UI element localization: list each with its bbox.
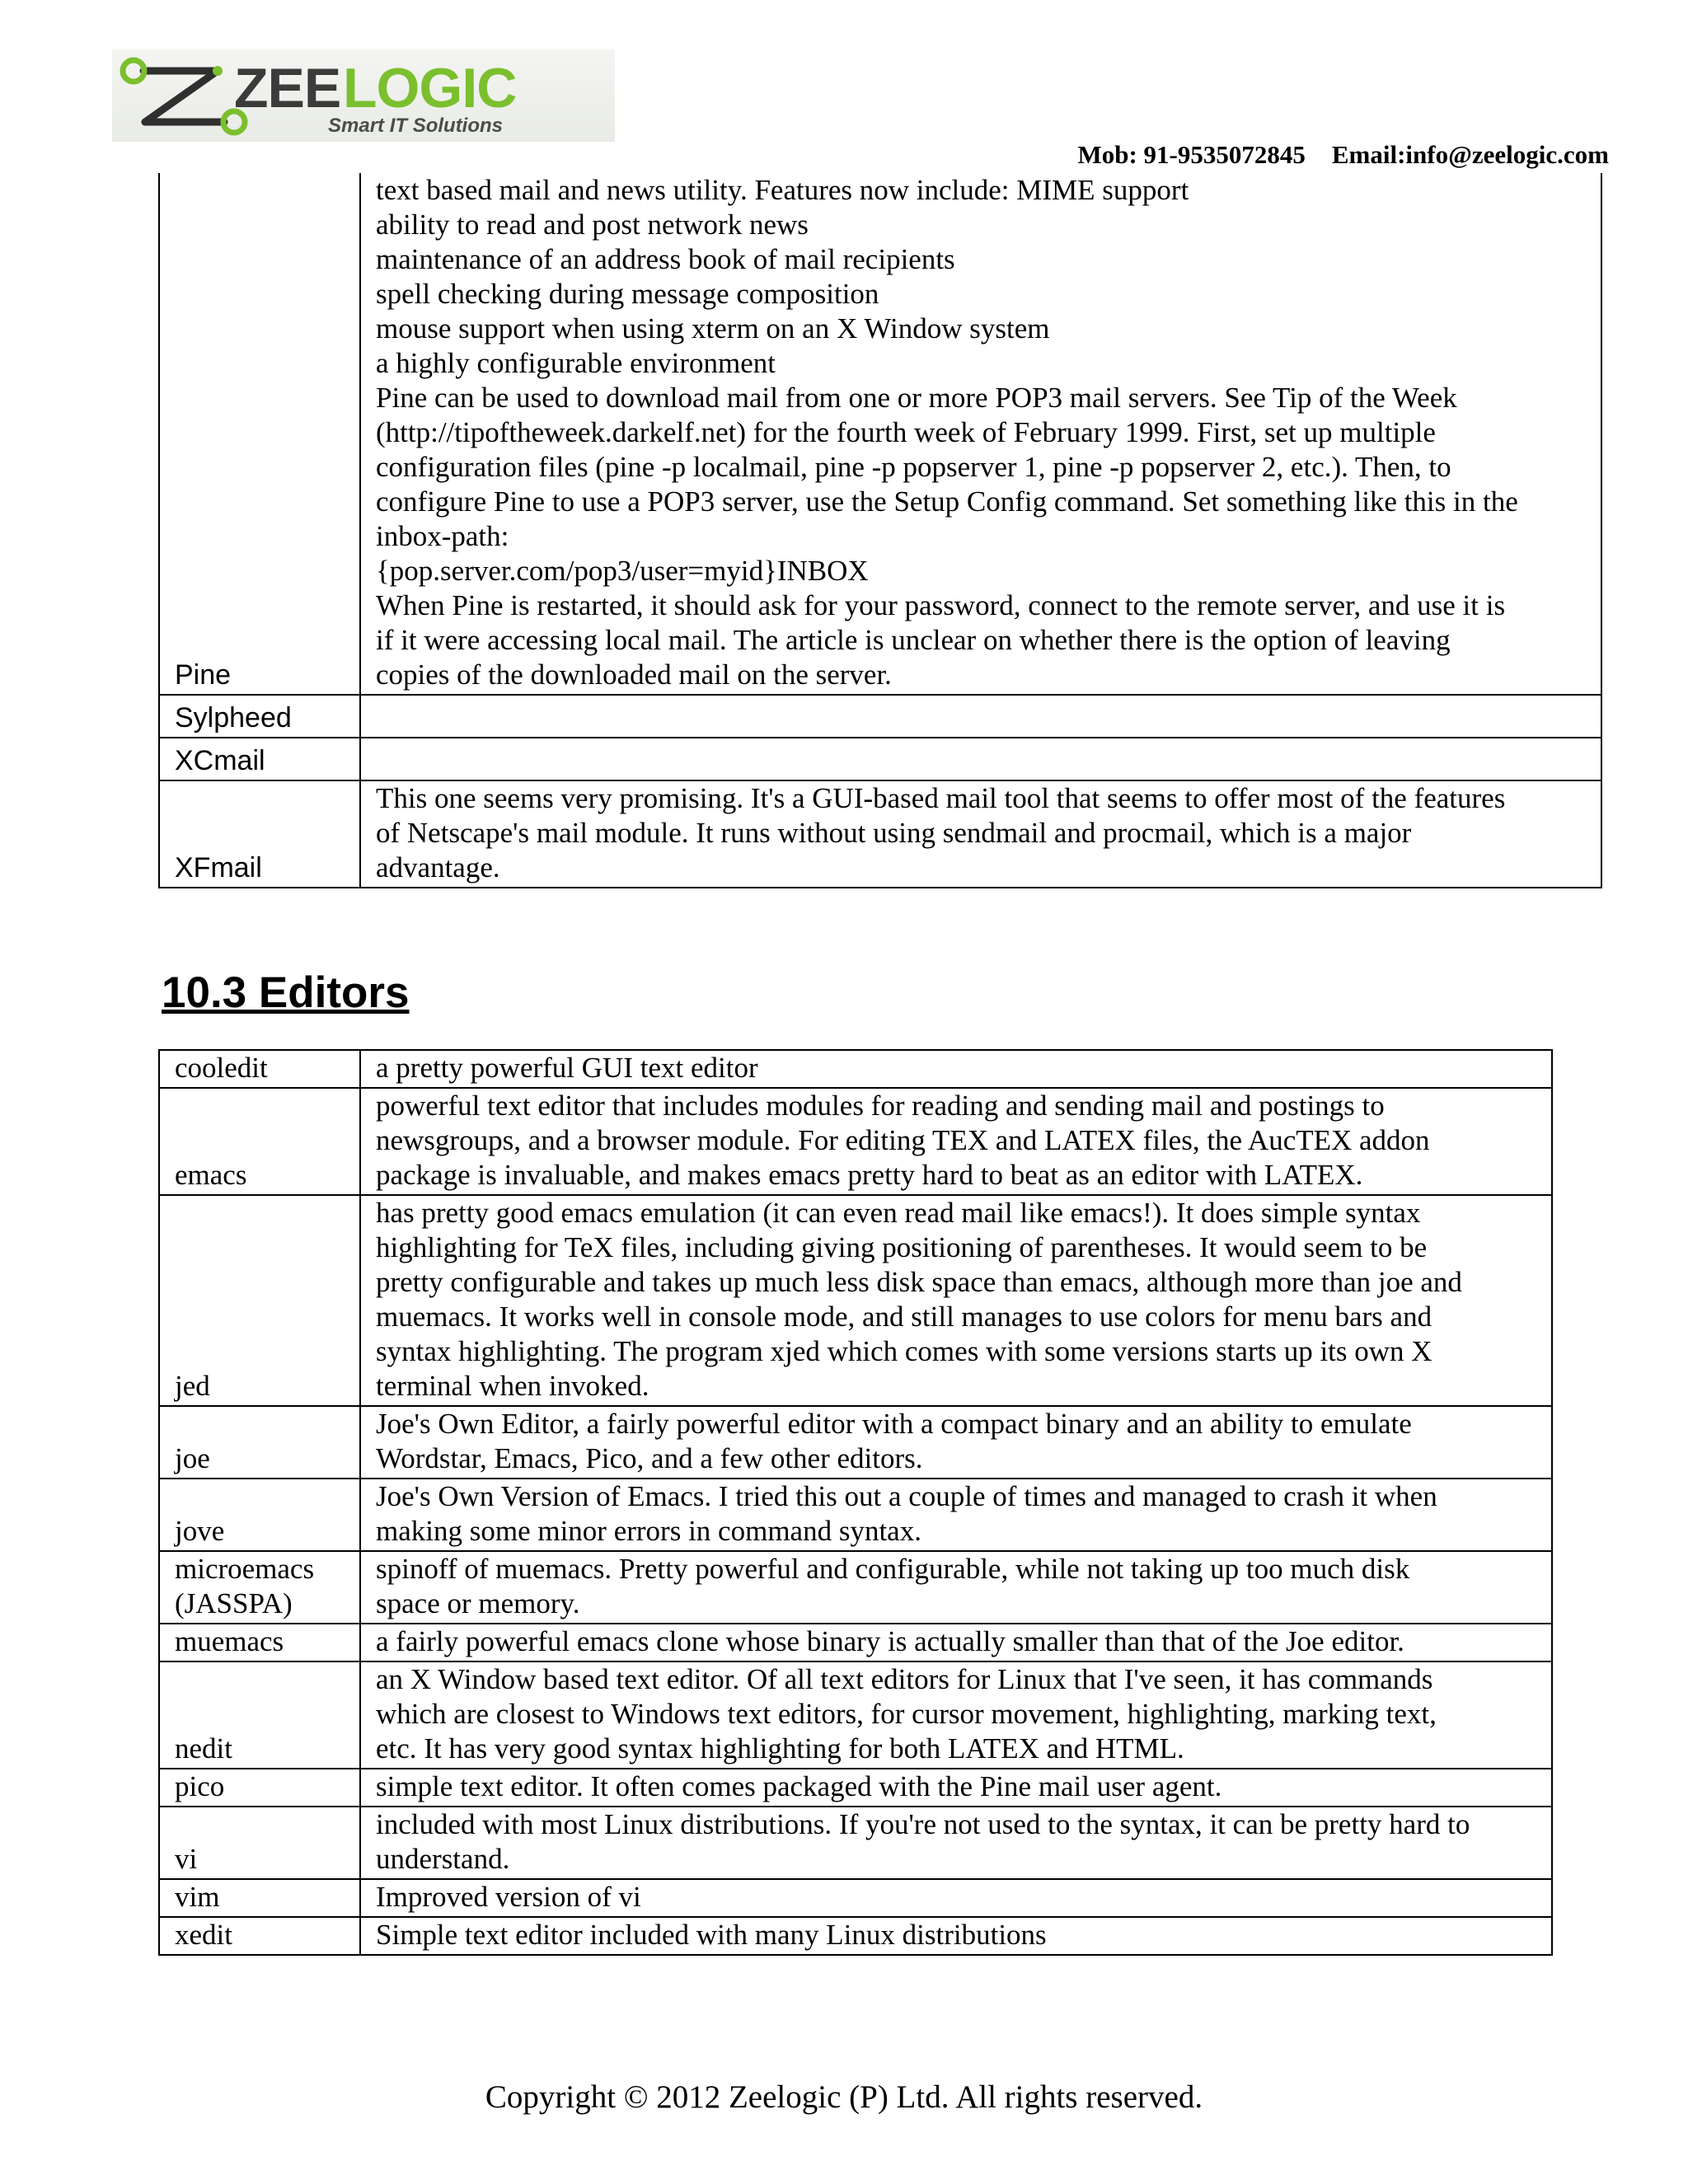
table-row — [159, 780, 1601, 888]
program-name: emacs — [175, 1159, 247, 1191]
logo-graphic — [112, 49, 615, 142]
description-line: making some minor errors in command syntax. — [376, 1515, 921, 1547]
program-description-cell — [360, 1406, 1552, 1479]
description-line: Joe's Own Editor, a fairly powerful editor with a compact binary and an ability to emulate — [376, 1408, 1412, 1440]
description-line: syntax highlighting. The program xjed which comes with some versions starts up its own X — [376, 1335, 1432, 1367]
description-line: a highly configurable environment — [376, 347, 776, 379]
program-name: jove — [175, 1515, 225, 1547]
program-description-cell — [360, 1879, 1552, 1917]
program-description-cell — [360, 1088, 1552, 1195]
description-line: ability to read and post network news — [376, 209, 809, 241]
description-line: Simple text editor included with many Linux distributions — [376, 1919, 1047, 1951]
description-line: This one seems very promising. It's a GUI-based mail tool that seems to offer most of the features — [376, 782, 1506, 814]
program-description-cell — [360, 1195, 1552, 1406]
table-row — [159, 173, 1601, 695]
program-name-cell — [159, 1050, 360, 1088]
description-line: text based mail and news utility. Features now include: MIME support — [376, 174, 1189, 206]
table-row — [159, 1624, 1552, 1661]
description-line: Improved version of vi — [376, 1881, 641, 1913]
description-line: configuration files (pine -p localmail, pine -p popserver 1, pine -p popserver 2, etc.). Then, to — [376, 451, 1451, 483]
table-row — [159, 1879, 1552, 1917]
program-name: muemacs — [175, 1625, 284, 1657]
program-description-cell — [360, 738, 1601, 780]
table-row — [159, 1769, 1552, 1807]
editors-table-body — [159, 1050, 1552, 1955]
description-line: a fairly powerful emacs clone whose binary is actually smaller than that of the Joe editor. — [376, 1625, 1404, 1657]
description-line: spinoff of muemacs. Pretty powerful and configurable, while not taking up too much disk — [376, 1553, 1410, 1585]
editors-table — [158, 1049, 1553, 1956]
program-name-cell — [159, 1769, 360, 1807]
program-name-cell — [159, 780, 360, 888]
program-name: jed — [175, 1370, 210, 1402]
program-name-cell — [159, 695, 360, 738]
svg-text:LOGIC: LOGIC — [343, 57, 517, 120]
program-name: XCmail — [175, 745, 265, 776]
description-line: highlighting for TeX files, including giving positioning of parentheses. It would seem to be — [376, 1231, 1428, 1263]
program-name-cell — [159, 738, 360, 780]
description-line: configure Pine to use a POP3 server, use the Setup Config command. Set something like this in the — [376, 485, 1518, 518]
table-row — [159, 738, 1601, 780]
program-name: Sylpheed — [175, 702, 292, 733]
description-line: copies of the downloaded mail on the server. — [376, 658, 892, 691]
program-name: vim — [175, 1881, 220, 1913]
description-line: package is invaluable, and makes emacs pretty hard to beat as an editor with LATEX. — [376, 1159, 1363, 1191]
table-row — [159, 1088, 1552, 1195]
description-line: Pine can be used to download mail from one or more POP3 mail servers. See Tip of the Week — [376, 382, 1457, 414]
program-name-cell — [159, 1551, 360, 1624]
program-name-cell — [159, 1088, 360, 1195]
description-line: advantage. — [376, 851, 500, 883]
description-line: Wordstar, Emacs, Pico, and a few other editors. — [376, 1442, 923, 1474]
description-line: an X Window based text editor. Of all text editors for Linux that I've seen, it has commands — [376, 1663, 1433, 1695]
description-line: mouse support when using xterm on an X Window system — [376, 312, 1050, 344]
description-line: if it were accessing local mail. The article is unclear on whether there is the option of leaving — [376, 624, 1451, 656]
description-line: spell checking during message composition — [376, 278, 879, 310]
description-line: terminal when invoked. — [376, 1370, 649, 1402]
program-name-cell — [159, 1624, 360, 1661]
program-description-cell — [360, 1769, 1552, 1807]
program-name: vi — [175, 1843, 198, 1875]
description-line: inbox-path: — [376, 520, 509, 552]
description-line: understand. — [376, 1843, 510, 1875]
description-line: {pop.server.com/pop3/user=myid}INBOX — [376, 555, 869, 587]
description-line: muemacs. It works well in console mode, and still manages to use colors for menu bars and — [376, 1301, 1432, 1333]
program-name-cell — [159, 1195, 360, 1406]
contact-info — [1077, 140, 1609, 170]
program-description-cell — [360, 1050, 1552, 1088]
description-line: simple text editor. It often comes packaged with the Pine mail user agent. — [376, 1770, 1222, 1802]
table-row — [159, 1479, 1552, 1551]
mobile-number: Mob: 91-9535072845 — [1077, 140, 1306, 169]
description-line: Joe's Own Version of Emacs. I tried this out a couple of times and managed to crash it when — [376, 1480, 1437, 1512]
program-description-cell — [360, 695, 1601, 738]
svg-text:Smart IT Solutions: Smart IT Solutions — [328, 115, 504, 137]
program-description-cell — [360, 1479, 1552, 1551]
email-address: Email:info@zeelogic.com — [1331, 140, 1609, 169]
program-name: nedit — [175, 1732, 232, 1765]
program-description-cell — [360, 1661, 1552, 1769]
description-line: (http://tipoftheweek.darkelf.net) for the fourth week of February 1999. First, set up multiple — [376, 416, 1436, 448]
description-line: pretty configurable and takes up much less disk space than emacs, although more than joe and — [376, 1266, 1462, 1298]
copyright-footer: Copyright © 2012 Zeelogic (P) Ltd. All rights reserved. — [485, 2079, 1203, 2115]
program-description-cell — [360, 1807, 1552, 1879]
program-name: xedit — [175, 1919, 232, 1951]
program-name: XFmail — [175, 852, 262, 883]
company-logo — [112, 49, 615, 142]
program-name: Pine — [175, 659, 232, 691]
program-description-cell — [360, 1624, 1552, 1661]
program-name: joe — [175, 1442, 210, 1474]
table-row — [159, 1807, 1552, 1879]
program-name-cell — [159, 1879, 360, 1917]
program-name: pico — [175, 1770, 225, 1802]
table-row — [159, 1050, 1552, 1088]
program-description-cell — [360, 1551, 1552, 1624]
description-line: a pretty powerful GUI text editor — [376, 1052, 758, 1084]
description-line: When Pine is restarted, it should ask for your password, connect to the remote server, and use it is — [376, 589, 1506, 621]
description-line: which are closest to Windows text editors, for cursor movement, highlighting, marking text, — [376, 1698, 1437, 1730]
program-description-cell — [360, 1917, 1552, 1955]
program-name-cell — [159, 1406, 360, 1479]
program-name: cooledit — [175, 1052, 268, 1084]
program-name-cell — [159, 1917, 360, 1955]
svg-text:ZEE: ZEE — [234, 57, 341, 120]
description-line: space or memory. — [376, 1587, 580, 1619]
mail-clients-table-body — [159, 173, 1601, 888]
table-row — [159, 1917, 1552, 1955]
table-row — [159, 1551, 1552, 1624]
description-line: included with most Linux distributions. If you're not used to the syntax, it can be pretty hard to — [376, 1808, 1470, 1840]
mail-clients-table — [158, 173, 1602, 888]
program-name-cell — [159, 1661, 360, 1769]
program-name-cell — [159, 173, 360, 695]
program-name: microemacs — [175, 1553, 315, 1585]
description-line: etc. It has very good syntax highlighting for both LATEX and HTML. — [376, 1732, 1184, 1765]
program-description-cell — [360, 780, 1601, 888]
table-row — [159, 1661, 1552, 1769]
description-line: of Netscape's mail module. It runs without using sendmail and procmail, which is a major — [376, 817, 1412, 849]
description-line: has pretty good emacs emulation (it can even read mail like emacs!). It does simple syntax — [376, 1197, 1421, 1229]
description-line: powerful text editor that includes modules for reading and sending mail and postings to — [376, 1090, 1385, 1122]
table-row — [159, 1195, 1552, 1406]
table-row — [159, 1406, 1552, 1479]
description-line: newsgroups, and a browser module. For editing TEX and LATEX files, the AucTEX addon — [376, 1124, 1430, 1156]
table-row — [159, 695, 1601, 738]
program-name: (JASSPA) — [175, 1587, 293, 1619]
section-title-editors: 10.3 Editors — [162, 968, 410, 1017]
program-name-cell — [159, 1807, 360, 1879]
program-description-cell — [360, 173, 1601, 695]
description-line: maintenance of an address book of mail recipients — [376, 243, 955, 275]
program-name-cell — [159, 1479, 360, 1551]
